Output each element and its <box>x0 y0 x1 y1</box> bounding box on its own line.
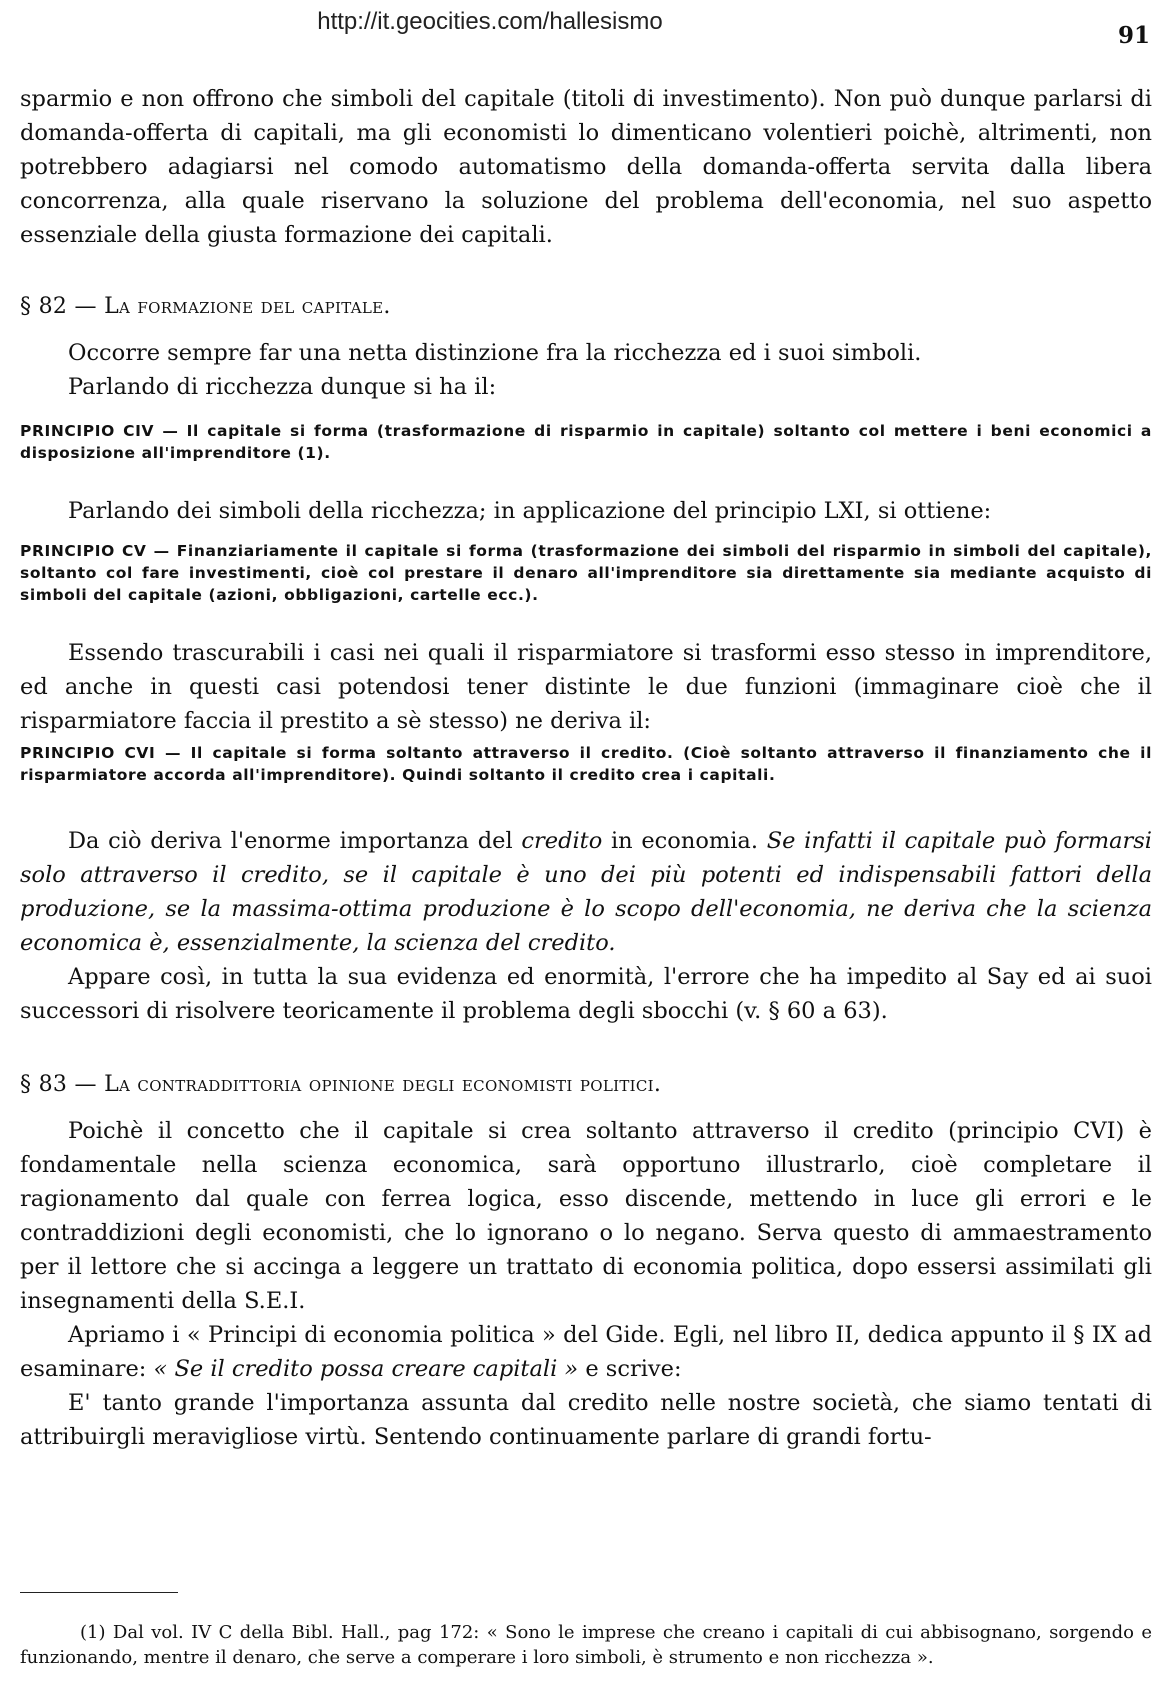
paragraph-concetto: Poichè il concetto che il capitale si crea soltanto attraverso il credito (principio CVI) è fondamentale nella scienza economica, sarà opportuno illustrarlo, cioè completare il ragionamento dal quale con ferrea logica, esso discende, mettendo in luce gli errori e le contraddizioni degli economisti, che lo ignorano o lo negano. Serva questo di ammaestramento per il lettore che si accinga a leggere un trattato di economia politica, dopo essersi assimilati gli insegnamenti della S.E.I. <box>20 1118 1152 1314</box>
intro-paragraph: sparmio e non offrono che simboli del capitale (titoli di investimento). Non può dunque parlarsi di domanda-offerta di capitali, ma gli economisti lo dimenticano volentieri poichè, altrimenti, non potrebbero adagiarsi nel comodo automatismo della domanda-offerta servita dalla libera concorrenza, alla quale riservano la soluzione del problema dell'economia, nel suo aspetto essenziale della giusta formazione dei capitali. <box>20 86 1152 248</box>
section-83-title: La contraddittoria opinione degli economisti politici. <box>104 1072 662 1097</box>
credito-text-start: Da ciò deriva l'enorme importanza del <box>68 828 513 854</box>
credito-word: credito <box>521 828 603 854</box>
paragraph-virtu: E' tanto grande l'importanza assunta dal credito nelle nostre società, che siamo tentati di attribuirgli meravigliose virtù. Sentendo continuamente parlare di grandi fortu- <box>20 1390 1152 1450</box>
credito-text-mid: in economia. <box>610 828 758 854</box>
source-url: http://it.geocities.com/hallesismo <box>317 8 663 35</box>
section-82-number: § 82 — <box>20 294 97 319</box>
gide-text-end: e scrive: <box>585 1356 682 1382</box>
credito-italic-passage: Se infatti il capitale può formarsi solo attraverso il credito, se il capitale è uno dei più potenti ed indispensabili fattori della produzione, se la massima-ottima produzione è lo scopo dell'economia, ne deriva che la scienza economica è, essenzialmente, la scienza del credito. <box>20 828 1152 956</box>
footnote-text: Dal vol. IV C della Bibl. Hall., pag 172: « Sono le imprese che creano i capitali di cui abbisognano, sorgendo e funzionando, mentre il denaro, che serve a comperare i loro simboli, è strumento e non ricchezza ». <box>20 1622 1152 1668</box>
page-number: 91 <box>1118 22 1151 49</box>
principle-cvi-block <box>20 742 1152 786</box>
section-83-body <box>20 1114 1152 1454</box>
section-83-heading <box>20 1070 1152 1100</box>
paragraph-credito <box>20 824 1152 960</box>
principle-cv: PRINCIPIO CV — Finanziariamente il capitale si forma (trasformazione dei simboli del risparmio in simboli del capitale), soltanto col fare investimenti, cioè col prestare il denaro all'imprenditore sia direttamente sia mediante acquisto di simboli del capitale (azioni, obbligazioni, cartelle ecc.). <box>20 542 1152 604</box>
intro-paragraph-block <box>20 82 1152 252</box>
gide-quote: « Se il credito possa creare capitali » <box>153 1356 579 1382</box>
section-82-title: La formazione del capitale. <box>104 294 391 319</box>
paragraph-say: Appare così, in tutta la sua evidenza ed enormità, l'errore che ha impedito al Say ed ai suoi successori di risolvere teoricamente il problema degli sbocchi (v. § 60 a 63). <box>20 964 1152 1024</box>
section-83-number: § 83 — <box>20 1072 97 1097</box>
principle-cv-block <box>20 540 1152 606</box>
footnote <box>20 1620 1152 1670</box>
section-82-heading <box>20 292 1152 322</box>
footnote-marker: (1) <box>80 1622 106 1643</box>
principle-civ-block <box>20 420 1152 464</box>
section-82-intro-block <box>20 336 1152 404</box>
paragraph-credito-block <box>20 824 1152 1028</box>
paragraph-distinction: Occorre sempre far una netta distinzione fra la ricchezza ed i suoi simboli. <box>68 340 922 366</box>
footnote-divider <box>20 1592 178 1593</box>
paragraph-risparmiatore: Essendo trascurabili i casi nei quali il risparmiatore si trasformi esso stesso in imprenditore, ed anche in questi casi potendosi tener distinte le due funzioni (immaginare cioè che il risparmiatore faccia il prestito a sè stesso) ne deriva il: <box>20 640 1152 734</box>
paragraph-simboli-block <box>20 494 1152 528</box>
paragraph-ricchezza: Parlando di ricchezza dunque si ha il: <box>68 374 497 400</box>
paragraph-risparmiatore-block <box>20 636 1152 738</box>
paragraph-simboli: Parlando dei simboli della ricchezza; in applicazione del principio LXI, si ottiene: <box>68 498 992 524</box>
gide-text-start: Apriamo i « Principi di economia politica » del Gide. Egli, nel libro II, dedica appunto il § IX ad esaminare: <box>20 1322 1152 1382</box>
paragraph-gide <box>20 1318 1152 1386</box>
principle-civ: PRINCIPIO CIV — Il capitale si forma (trasformazione di risparmio in capitale) soltanto col mettere i beni economici a disposizione all'imprenditore (1). <box>20 422 1152 462</box>
principle-cvi: PRINCIPIO CVI — Il capitale si forma soltanto attraverso il credito. (Cioè soltanto attraverso il finanziamento che il risparmiatore accorda all'imprenditore). Quindi soltanto il credito crea i capitali. <box>20 744 1152 784</box>
